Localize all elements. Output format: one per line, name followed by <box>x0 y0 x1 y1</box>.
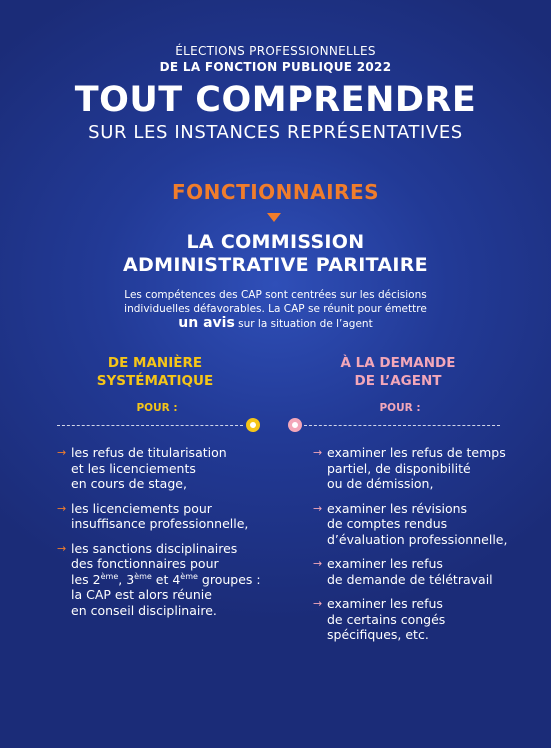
supertitle-line1: ÉLECTIONS PROFESSIONNELLES <box>175 44 376 58</box>
item-text: , 3 <box>118 571 135 587</box>
list-item <box>57 445 262 492</box>
triangle-down-icon <box>267 213 281 222</box>
list-item <box>313 445 528 492</box>
list-item <box>57 541 262 619</box>
arrow-right-icon: → <box>313 501 323 515</box>
description-line2: individuelles défavorables. La CAP se réunit pour émettre <box>124 303 427 315</box>
organ-title-line1: LA COMMISSION <box>186 231 365 253</box>
arrow-right-icon: → <box>313 557 323 570</box>
left-heading-line2: SYSTÉMATIQUE <box>96 373 214 389</box>
item-line: les sanctions disciplinaires <box>71 540 238 556</box>
item-line: spécifiques, etc. <box>327 627 429 642</box>
left-list <box>57 445 262 627</box>
description-line3-rest: sur la situation de l’agent <box>234 318 373 330</box>
right-pour-label: POUR : <box>379 402 421 414</box>
item-line: de comptes rendus <box>327 516 448 531</box>
item-line: des fonctionnaires pour <box>71 556 219 571</box>
item-line: les licenciements pour <box>71 500 212 516</box>
item-line: partiel, de disponibilité <box>327 460 471 476</box>
item-text: et 4 <box>151 571 181 587</box>
supertitle-line2: DE LA FONCTION PUBLIQUE 2022 <box>159 60 392 74</box>
description-emphasis: un avis <box>178 315 235 331</box>
item-line: examiner les refus <box>327 596 443 611</box>
item-text: les 2 <box>71 571 101 587</box>
category-heading: FONCTIONNAIRES <box>171 180 380 204</box>
list-item <box>313 556 528 587</box>
right-column-heading <box>298 354 498 390</box>
left-pour-label: POUR : <box>136 402 178 414</box>
arrow-right-icon: → <box>313 446 323 459</box>
list-item <box>313 501 528 548</box>
left-circle-icon <box>246 418 260 432</box>
arrow-right-icon: → <box>57 501 67 515</box>
page-subtitle: SUR LES INSTANCES REPRÉSENTATIVES <box>88 122 463 143</box>
item-line: examiner les refus <box>327 556 443 571</box>
item-line: examiner les refus de temps <box>327 445 506 460</box>
list-item <box>57 501 262 532</box>
ordinal-superscript: ème <box>134 571 152 581</box>
item-line: et les licenciements <box>71 460 196 476</box>
item-line: en conseil disciplinaire. <box>71 602 217 618</box>
description <box>0 288 551 331</box>
item-line: en cours de stage, <box>71 476 187 491</box>
list-item <box>313 596 528 643</box>
page-title: TOUT COMPRENDRE <box>74 80 477 120</box>
item-line: les refus de titularisation <box>71 445 227 460</box>
right-heading-line1: À LA DEMANDE <box>340 355 456 371</box>
item-line: de demande de télétravail <box>327 571 493 587</box>
left-column-heading <box>55 354 255 390</box>
left-heading-line1: DE MANIÈRE <box>107 355 203 371</box>
ordinal-superscript: ème <box>100 571 119 581</box>
ordinal-superscript: ème <box>180 571 198 581</box>
description-line3 <box>0 316 551 331</box>
organ-title-line2: ADMINISTRATIVE PARITAIRE <box>123 254 428 276</box>
right-circle-icon <box>288 418 302 432</box>
arrow-right-icon: → <box>313 597 323 610</box>
description-line1: Les compétences des CAP sont centrées sur les décisions <box>124 289 427 301</box>
item-text: groupes : <box>197 571 261 587</box>
item-line: la CAP est alors réunie <box>71 587 212 602</box>
item-line: examiner les révisions <box>327 500 468 516</box>
item-line <box>71 572 262 588</box>
item-line: insuffisance professionnelle, <box>71 516 249 531</box>
right-list <box>313 445 528 652</box>
right-heading-line2: DE L’AGENT <box>354 373 442 389</box>
item-line: ou de démission, <box>327 476 434 491</box>
arrow-right-icon: → <box>57 446 67 459</box>
arrow-right-icon: → <box>57 541 67 555</box>
right-dashed-divider <box>304 425 500 426</box>
item-line: de certains congés <box>327 611 446 627</box>
item-line: d’évaluation professionnelle, <box>327 531 508 547</box>
left-dashed-divider <box>57 425 243 426</box>
